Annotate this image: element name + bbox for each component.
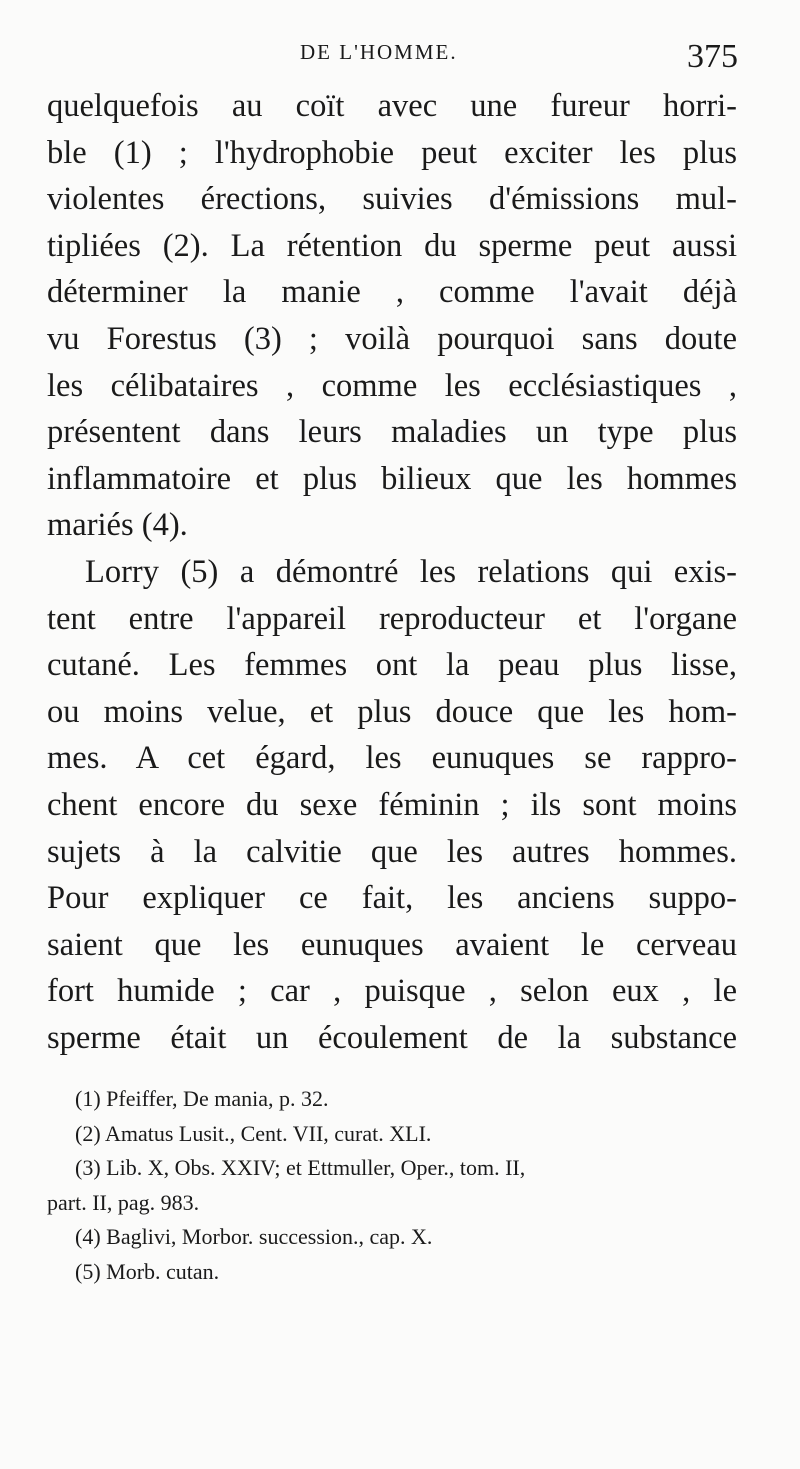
body-line: ou moins velue, et plus douce que les hom- [47, 693, 737, 730]
body-line: sujets à la calvitie que les autres hommes. [47, 833, 737, 870]
footnote: (5) Morb. cutan. [75, 1258, 220, 1284]
body-line: mariés (4). [47, 507, 188, 544]
body-line: sperme était un écoulement de la substance [47, 1019, 737, 1056]
body-line: ble (1) ; l'hydrophobie peut exciter les plus [47, 134, 737, 171]
body-line: Lorry (5) a démontré les relations qui exis- [85, 553, 737, 590]
body-line: quelquefois au coït avec une fureur horri- [47, 88, 737, 124]
body-line: déterminer la manie , comme l'avait déjà [47, 274, 737, 311]
body-line: inflammatoire et plus bilieux que les hommes [47, 460, 737, 497]
body-line: cutané. Les femmes ont la peau plus lisse, [47, 647, 737, 684]
body-line: saient que les eunuques avaient le cerveau [47, 926, 737, 963]
footnotes [47, 1082, 737, 1289]
footnote: (3) Lib. X, Obs. XXIV; et Ettmuller, Oper., tom. II, [75, 1155, 526, 1180]
body-text [47, 83, 737, 1061]
body-line: fort humide ; car , puisque , selon eux , le [47, 973, 737, 1010]
footnote: (2) Amatus Lusit., Cent. VII, curat. XLI. [75, 1120, 432, 1146]
body-line: Pour expliquer ce fait, les anciens suppo- [47, 880, 737, 917]
body-line: violentes érections, suivies d'émissions mul- [47, 181, 737, 218]
body-line: mes. A cet égard, les eunuques se rappro- [47, 740, 737, 777]
body-line: les célibataires , comme les ecclésiastiques , [47, 367, 737, 404]
body-line: présentent dans leurs maladies un type plus [47, 414, 737, 451]
body-line: chent encore du sexe féminin ; ils sont moins [47, 786, 737, 823]
footnote: (4) Baglivi, Morbor. succession., cap. X. [75, 1224, 433, 1249]
running-head: DE L'HOMME. [300, 40, 458, 64]
footnote: (1) Pfeiffer, De mania, p. 32. [75, 1086, 329, 1111]
body-line: tent entre l'appareil reproducteur et l'organe [47, 600, 737, 637]
body-line: vu Forestus (3) ; voilà pourquoi sans doute [47, 320, 737, 357]
footnote-continuation: part. II, pag. 983. [47, 1189, 200, 1215]
body-line: tipliées (2). La rétention du sperme peut aussi [47, 227, 737, 264]
page-number: 375 [687, 38, 738, 75]
